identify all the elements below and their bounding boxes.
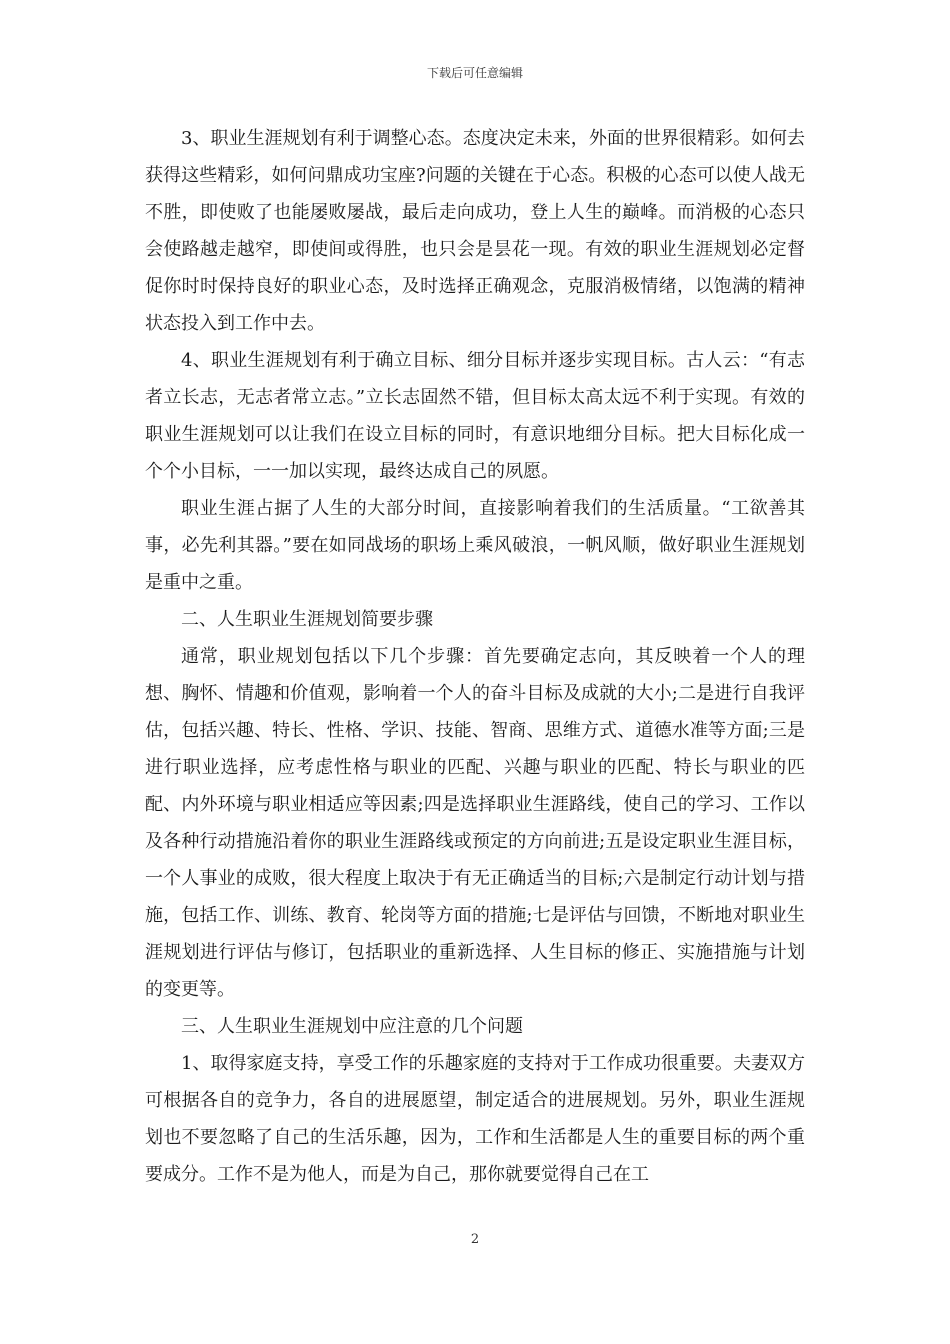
paragraph-career-importance: 职业生涯占据了人生的大部分时间，直接影响着我们的生活质量。“工欲善其事，必先利其器。”要在如同战场的职场上乘风破浪，一帆风顺，做好职业生涯规划是重中之重。 [145, 498, 805, 593]
page-number: 2 [470, 1232, 480, 1247]
paragraph-adjust-mindset: 3、职业生涯规划有利于调整心态。态度决定未来，外面的世界很精彩。如何去获得这些精彩，如何问鼎成功宝座?问题的关键在于心态。积极的心态可以使人战无不胜，即使败了也能屡败屡战，最后走向成功，登上人生的巅峰。而消极的心态只会使路越走越窄，即使间或得胜，也只会是昙花一现。有效的职业生涯规划必定督促你时时保持良好的职业心态，及时选择正确观念，克服消极情绪，以饱满的精神状态投入到工作中去。 [145, 128, 805, 334]
section-heading-issues: 三、人生职业生涯规划中应注意的几个问题 [181, 1016, 523, 1037]
page-header: 下载后可任意编辑 [426, 66, 523, 80]
section-heading-steps: 二、人生职业生涯规划简要步骤 [181, 609, 433, 630]
paragraph-family-support: 1、取得家庭支持，享受工作的乐趣家庭的支持对于工作成功很重要。夫妻双方可根据各自的竞争力，各自的进展愿望，制定适合的进展规划。另外，职业生涯规划也不要忽略了自己的生活乐趣，因为，工作和生活都是人生的重要目标的两个重要成分。工作不是为他人，而是为自己，那你就要觉得自己在工 [145, 1053, 805, 1185]
paragraph-planning-steps: 通常，职业规划包括以下几个步骤：首先要确定志向，其反映着一个人的理想、胸怀、情趣和价值观，影响着一个人的奋斗目标及成就的大小;二是进行自我评估，包括兴趣、特长、性格、学识、技能、智商、思维方式、道德水准等方面;三是进行职业选择，应考虑性格与职业的匹配、兴趣与职业的匹配、特长与职业的匹配、内外环境与职业相适应等因素;四是选择职业生涯路线，使自己的学习、工作以及各种行动措施沿着你的职业生涯路线或预定的方向前进;五是设定职业生涯目标，一个人事业的成败，很大程度上取决于有无正确适当的目标;六是制定行动计划与措施，包括工作、训练、教育、轮岗等方面的措施;七是评估与回馈，不断地对职业生涯规划进行评估与修订，包括职业的重新选择、人生目标的修正、实施措施与计划的变更等。 [145, 646, 805, 1000]
paragraph-set-goals: 4、职业生涯规划有利于确立目标、细分目标并逐步实现目标。古人云：“有志者立长志，无志者常立志。”立长志固然不错，但目标太高太远不利于实现。有效的职业生涯规划可以让我们在设立目标的同时，有意识地细分目标。把大目标化成一个个小目标，一一加以实现，最终达成自己的夙愿。 [145, 350, 805, 482]
document-body [145, 120, 805, 1193]
